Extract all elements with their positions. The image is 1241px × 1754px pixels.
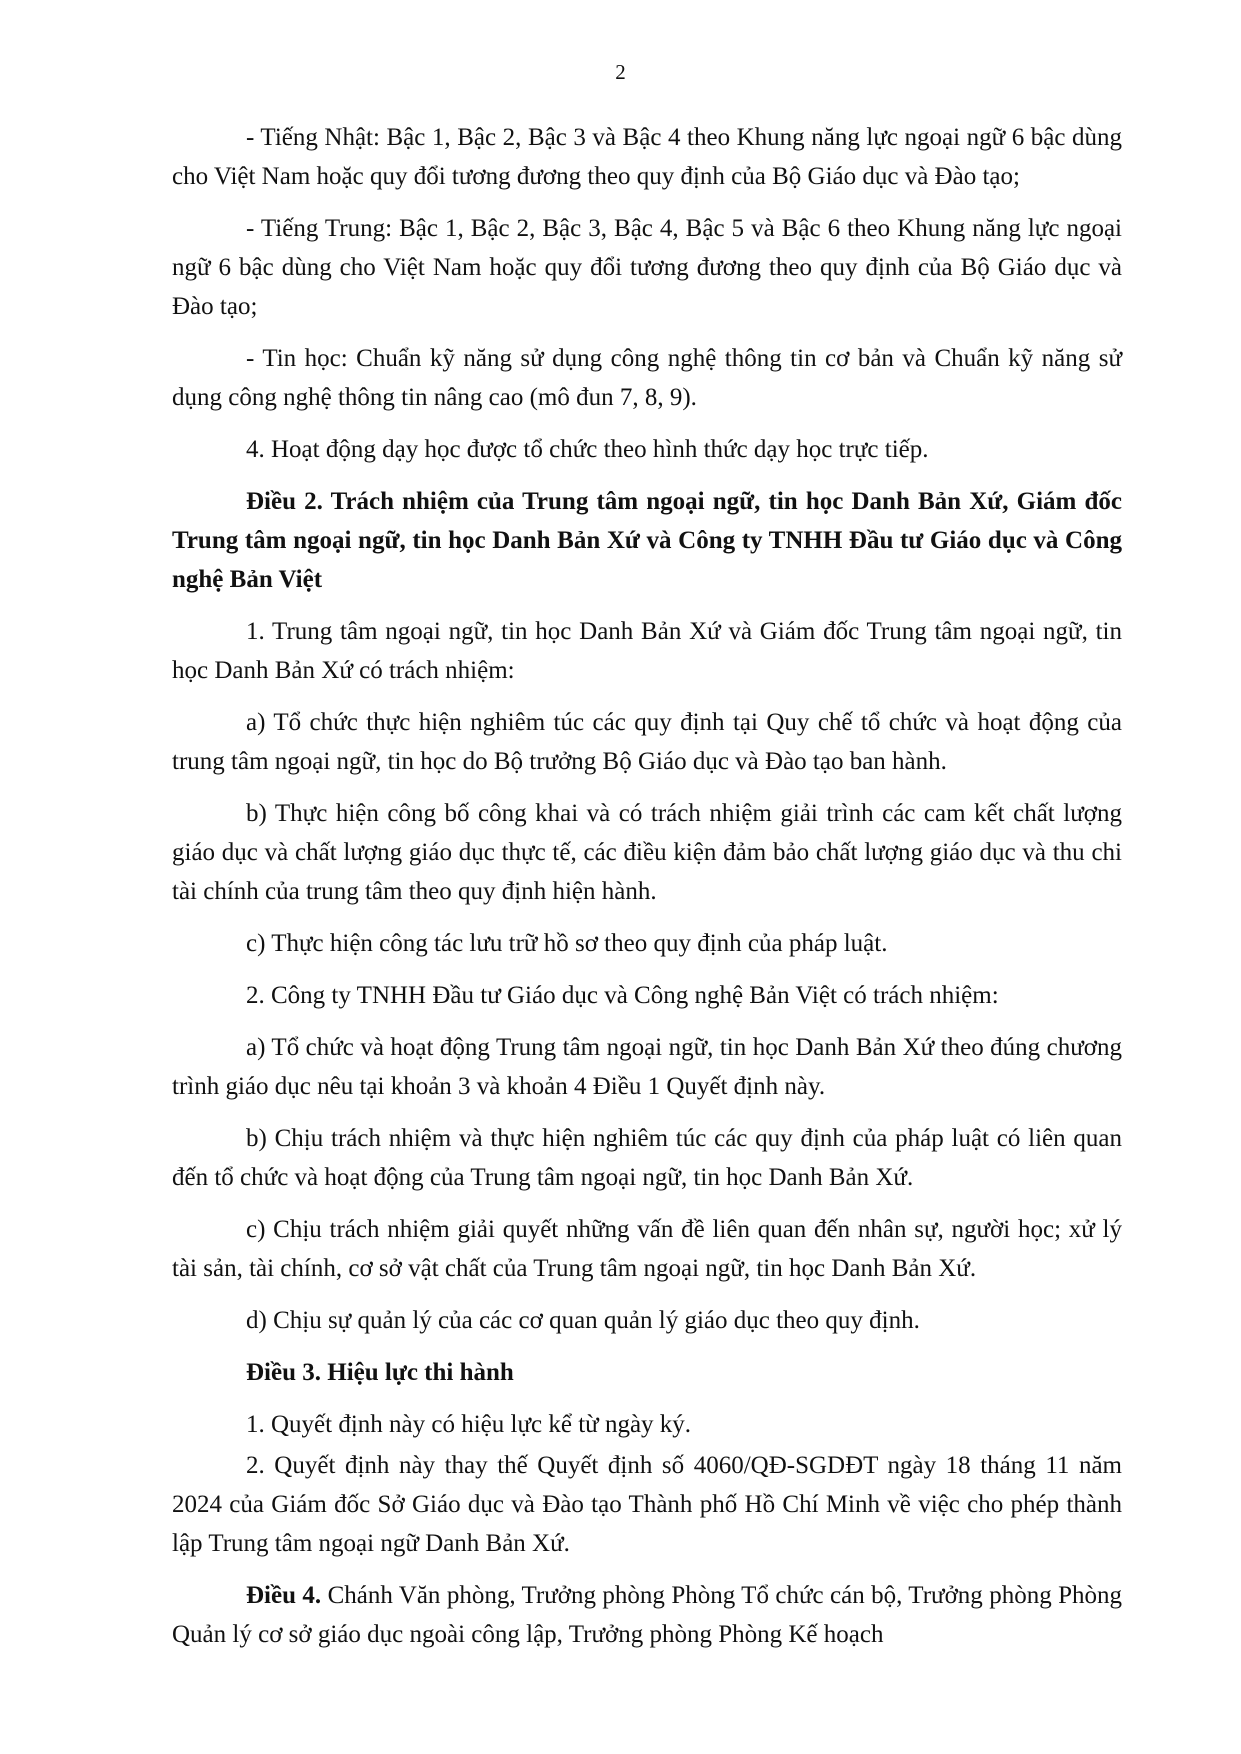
- japanese-levels-item: - Tiếng Nhật: Bậc 1, Bậc 2, Bậc 3 và Bậc 4 theo Khung năng lực ngoại ngữ 6 bậc dùng cho Việt Nam hoặc quy đổi tương đương theo quy định của Bộ Giáo dục và Đào tạo;: [172, 124, 1122, 190]
- article-3-clause-2: 2. Quyết định này thay thế Quyết định số 4060/QĐ-SGDĐT ngày 18 tháng 11 năm 2024 của Giám đốc Sở Giáo dục và Đào tạo Thành phố Hồ Chí Minh về việc cho phép thành lập Trung tâm ngoại ngữ Danh Bản Xứ.: [172, 1452, 1122, 1557]
- page-number: 2: [615, 60, 626, 84]
- article-4-label: Điều 4.: [246, 1582, 322, 1609]
- article-2-clause-1: 1. Trung tâm ngoại ngữ, tin học Danh Bản Xứ và Giám đốc Trung tâm ngoại ngữ, tin học Danh Bản Xứ có trách nhiệm:: [172, 618, 1122, 684]
- article-3-clause-1: 1. Quyết định này có hiệu lực kể từ ngày ký.: [246, 1411, 692, 1438]
- article-2-clause-1b: b) Thực hiện công bố công khai và có trách nhiệm giải trình các cam kết chất lượng giáo dục và chất lượng giáo dục thực tế, các điều kiện đảm bảo chất lượng giáo dục và thu chi tài chính của trung tâm theo quy định hiện hành.: [172, 800, 1122, 905]
- article-3-heading: Điều 3. Hiệu lực thi hành: [246, 1359, 514, 1386]
- chinese-levels-item: - Tiếng Trung: Bậc 1, Bậc 2, Bậc 3, Bậc 4, Bậc 5 và Bậc 6 theo Khung năng lực ngoại ngữ 6 bậc dùng cho Việt Nam hoặc quy đổi tương đương theo quy định của Bộ Giáo dục và Đào tạo;: [172, 215, 1122, 320]
- teaching-format-clause: 4. Hoạt động dạy học được tổ chức theo hình thức dạy học trực tiếp.: [246, 436, 929, 463]
- document-body: [172, 118, 1122, 1667]
- article-4-text: Chánh Văn phòng, Trưởng phòng Phòng Tổ chức cán bộ, Trưởng phòng Phòng Quản lý cơ sở giáo dục ngoài công lập, Trưởng phòng Phòng Kế hoạch: [172, 1582, 1122, 1648]
- article-4-paragraph: [172, 1576, 1122, 1654]
- article-2-clause-2a: a) Tổ chức và hoạt động Trung tâm ngoại ngữ, tin học Danh Bản Xứ theo đúng chương trình giáo dục nêu tại khoản 3 và khoản 4 Điều 1 Quyết định này.: [172, 1034, 1122, 1100]
- it-standards-item: - Tin học: Chuẩn kỹ năng sử dụng công nghệ thông tin cơ bản và Chuẩn kỹ năng sử dụng công nghệ thông tin nâng cao (mô đun 7, 8, 9).: [172, 345, 1122, 411]
- article-2-clause-2b: b) Chịu trách nhiệm và thực hiện nghiêm túc các quy định của pháp luật có liên quan đến tổ chức và hoạt động của Trung tâm ngoại ngữ, tin học Danh Bản Xứ.: [172, 1125, 1122, 1191]
- article-2-clause-1c: c) Thực hiện công tác lưu trữ hồ sơ theo quy định của pháp luật.: [246, 930, 888, 957]
- article-2-clause-1a: a) Tổ chức thực hiện nghiêm túc các quy định tại Quy chế tổ chức và hoạt động của trung tâm ngoại ngữ, tin học do Bộ trưởng Bộ Giáo dục và Đào tạo ban hành.: [172, 709, 1122, 775]
- article-2-heading: Điều 2. Trách nhiệm của Trung tâm ngoại ngữ, tin học Danh Bản Xứ, Giám đốc Trung tâm ngoại ngữ, tin học Danh Bản Xứ và Công ty TNHH Đầu tư Giáo dục và Công nghệ Bản Việt: [172, 488, 1122, 593]
- article-2-clause-2d: d) Chịu sự quản lý của các cơ quan quản lý giáo dục theo quy định.: [246, 1307, 920, 1334]
- article-2-clause-2: 2. Công ty TNHH Đầu tư Giáo dục và Công nghệ Bản Việt có trách nhiệm:: [246, 982, 999, 1009]
- article-2-clause-2c: c) Chịu trách nhiệm giải quyết những vấn đề liên quan đến nhân sự, người học; xử lý tài sản, tài chính, cơ sở vật chất của Trung tâm ngoại ngữ, tin học Danh Bản Xứ.: [172, 1216, 1122, 1282]
